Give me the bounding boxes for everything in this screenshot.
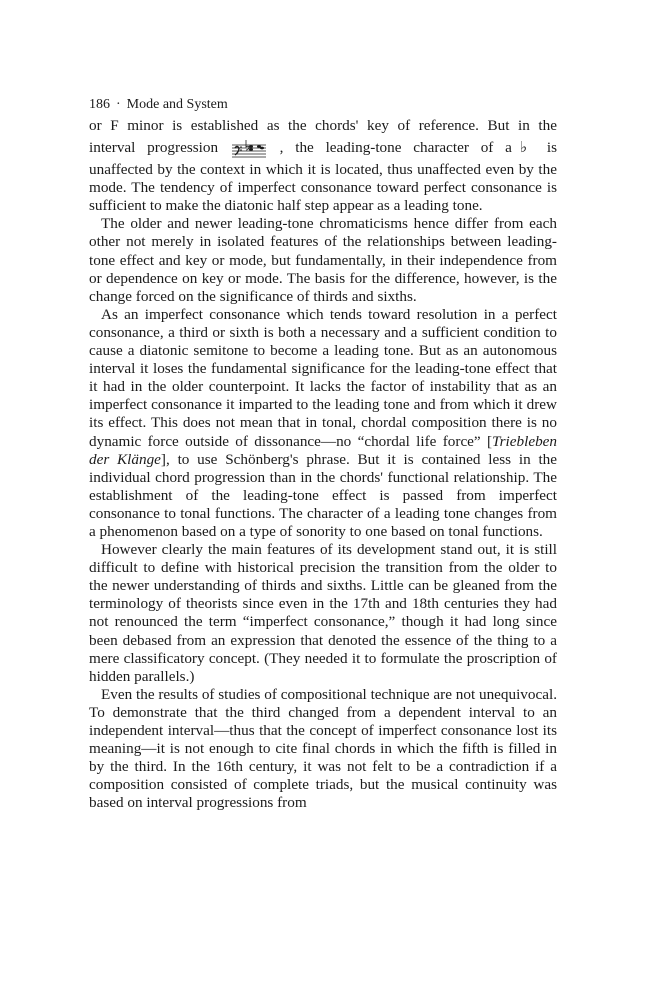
leading-tone-text: , the leading-tone character of a♭ is (279, 139, 557, 157)
book-page (89, 96, 557, 812)
paragraph-2: The older and newer leading-tone chromaticisms hence differ from each other not merely in isolated features of the relationships between leading-tone effect and key or mode, but fundamentally, in their independence from or dependence on key or mode. The basis for the difference, however, is the change forced on the significance of thirds and sixths. (89, 215, 557, 305)
paragraph-1-rest: unaffected by the context in which it is located, thus unaffected even by the mode. The tendency of imperfect consonance toward perfect consonance is sufficient to make the diatonic half step appear as a leading tone. (89, 161, 557, 215)
running-title: Mode and System (126, 97, 228, 112)
music-notation-figure (232, 139, 266, 159)
paragraph-3 (89, 306, 557, 541)
paragraph-3-italic-term: Triebleben der Klänge (89, 432, 557, 468)
paragraph-1-line-1: or F minor is established as the chords' key of reference. But in the (89, 117, 557, 134)
paragraph-5: Even the results of studies of compositional technique are not unequivocal. To demonstrate that the third changed from a dependent interval to an independent interval—thus that the concept of imperfect consonance lost its meaning—it is not enough to cite final chords in which the fifth is filled in by the third. In the 16th century, it was not felt to be a contradiction if a composition consisted of complete triads, but the musical continuity was based on interval progressions from (89, 685, 557, 812)
paragraph-4: However clearly the main features of its development stand out, it is still difficult to define with historical precision the transition from the older to the newer understanding of thirds and sixths. Little can be gleaned from the terminology of theorists since even in the 17th and 18th centuries they had not renounced the term “imperfect consonance,” though it had long since been debased from an expression that denoted the essence of the thing to a mere classificatory concept. (They needed it to formulate the proscription of hidden parallels.) (89, 541, 557, 685)
paragraph-3-part-1: As an imperfect consonance which tends toward resolution in a perfect consonance, a third or sixth is both a necessary and a sufficient condition to cause a diatonic semitone to become a leading tone. But as an autonomous interval it loses the fundamental significance for the leading-tone effect that it had in the older counterpoint. It lacks the factor of instability that as an imperfect consonance it imparted to the leading tone and from which it drew its effect. This does not mean that in tonal, chordal composition there is no dynamic force outside of dissonance—no “chordal life force” [ (89, 305, 557, 450)
interval-progression-text: interval progression (89, 139, 219, 157)
running-header (89, 96, 557, 114)
page-number: 186 (89, 97, 110, 112)
header-separator: · (116, 97, 121, 112)
paragraph-1-line-2 (89, 135, 557, 161)
paragraph-3-part-2: ], to use Schönberg's phrase. But it is contained less in the individual chord progression than in the chords' functional relationship. The establishment of the leading-tone effect is passed from imperfect consonance to tonal functions. The character of a leading tone changes from a phenomenon based on a type of sonority to one based on tonal functions. (89, 450, 558, 540)
